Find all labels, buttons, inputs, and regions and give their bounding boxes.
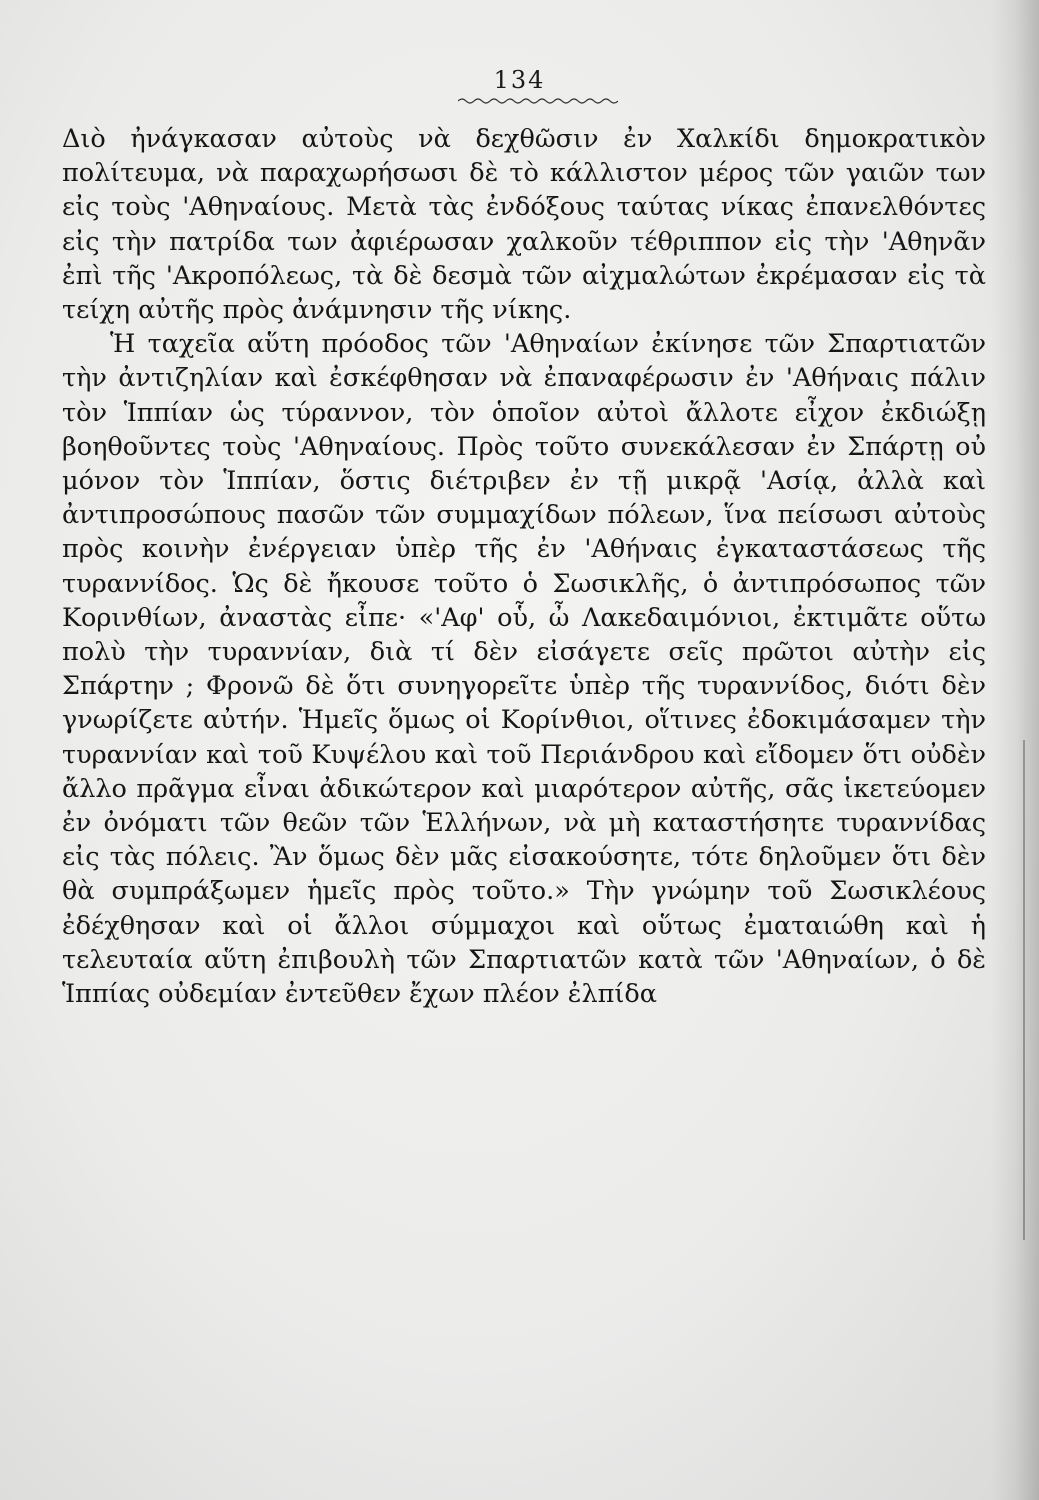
paragraph-1: Διὸ ἠνάγκασαν αὐτοὺς νὰ δεχθῶσιν ἐν Χαλκίδι δημοκρατικὸν πολίτευμα, νὰ παραχωρήσωσι δὲ τὸ κάλλιστον μέρος τῶν γαιῶν των εἰς τοὺς 'Αθηναίους. Μετὰ τὰς ἐνδόξους ταύτας νίκας ἐπανελθόντες εἰς τὴν πατρίδα των ἀφιέρωσαν χαλκοῦν τέθριππον εἰς τὴν 'Αθηνᾶν ἐπὶ τῆς 'Ακροπόλεως, τὰ δὲ δεσμὰ τῶν αἰχμαλώτων ἐκρέμασαν εἰς τὰ τείχη αὐτῆς πρὸς ἀνάμνησιν τῆς νίκης.: [62, 124, 986, 326]
page-margin-mark: [1023, 740, 1025, 1240]
wavy-rule-ornament: [458, 96, 618, 106]
page-number: 134: [493, 66, 546, 94]
paragraph-2: Ἡ ταχεῖα αὕτη πρόοδος τῶν 'Αθηναίων ἐκίνησε τῶν Σπαρτιατῶν τὴν ἀντιζηλίαν καὶ ἐσκέφθησαν νὰ ἐπαναφέρωσιν ἐν 'Αθήναις πάλιν τὸν Ἱππίαν ὡς τύραννον, τὸν ὁποῖον αὐτοὶ ἄλλοτε εἶχον ἐκδιώξῃ βοηθοῦντες τοὺς 'Αθηναίους. Πρὸς τοῦτο συνεκάλεσαν ἐν Σπάρτῃ οὐ μόνον τὸν Ἱππίαν, ὅστις διέτριβεν ἐν τῇ μικρᾷ 'Ασίᾳ, ἀλλὰ καὶ ἀντιπροσώπους πασῶν τῶν συμμαχίδων πόλεων, ἵνα πείσωσι αὐτοὺς πρὸς κοινὴν ἐνέργειαν ὑπὲρ τῆς ἐν 'Αθήναις ἐγκαταστάσεως τῆς τυραννίδος. Ὡς δὲ ἤκουσε τοῦτο ὁ Σωσικλῆς, ὁ ἀντιπρόσωπος τῶν Κορινθίων, ἀναστὰς εἶπε· «'Αφ' οὗ, ὦ Λακεδαιμόνιοι, ἐκτιμᾶτε οὕτω πολὺ τὴν τυραννίαν, διὰ τί δὲν εἰσάγετε σεῖς πρῶτοι αὐτὴν εἰς Σπάρτην ; Φρονῶ δὲ ὅτι συνηγορεῖτε ὑπὲρ τῆς τυραννίδος, διότι δὲν γνωρίζετε αὐτήν. Ἡμεῖς ὅμως οἱ Κορίνθιοι, οἵτινες ἐδοκιμάσαμεν τὴν τυραννίαν καὶ τοῦ Κυψέλου καὶ τοῦ Περιάνδρου καὶ εἴδομεν ὅτι οὐδὲν ἄλλο πρᾶγμα εἶναι ἀδικώτερον καὶ μιαρότερον αὐτῆς, σᾶς ἱκετεύομεν ἐν ὀνόματι τῶν θεῶν τῶν Ἑλλήνων, νὰ μὴ καταστήσητε τυραννίδας εἰς τὰς πόλεις. Ἂν ὅμως δὲν μᾶς εἰσακούσητε, τότε δηλοῦμεν ὅτι δὲν θὰ συμπράξωμεν ἡμεῖς πρὸς τοῦτο.» Τὴν γνώμην τοῦ Σωσικλέους ἐδέχθησαν καὶ οἱ ἄλλοι σύμμαχοι καὶ οὕτως ἐματαιώθη καὶ ἡ τελευταία αὕτη ἐπιβουλὴ τῶν Σπαρτιατῶν κατὰ τῶν 'Αθηναίων, ὁ δὲ Ἱππίας οὐδεμίαν ἐντεῦθεν ἔχων πλέον ἐλπίδα: [62, 329, 986, 1010]
page-edge-shadow: [991, 0, 1039, 1500]
body-text: [62, 122, 986, 1011]
